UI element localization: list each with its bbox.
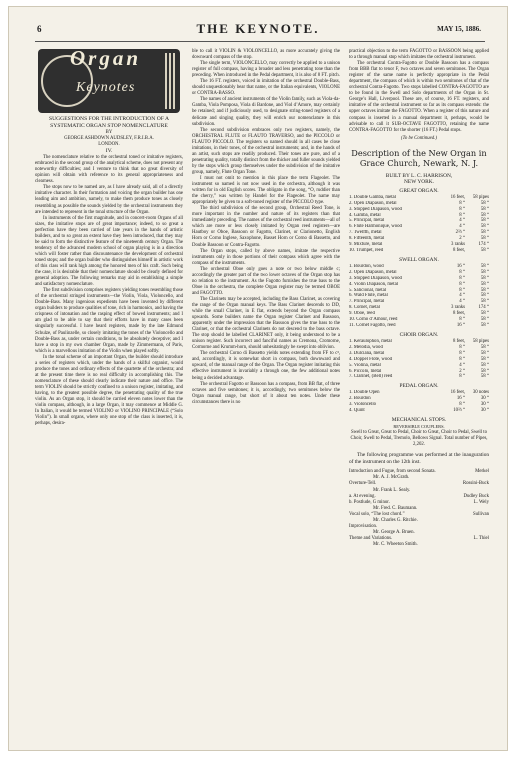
stop-pipes: 58 “ [480, 263, 489, 269]
stop-size: 16 “ [456, 263, 465, 269]
piece-title: Vocal solo, “The lost chord.” [349, 511, 405, 517]
stop-pipes: 58 “ [480, 356, 489, 362]
stop-size: 8 “ [459, 402, 465, 408]
stop-pipes: 58 “ [480, 269, 489, 275]
stop-name: 3. Violoncello [349, 402, 377, 408]
reversible-couplers-heading: REVERSIBLE COUPLERS. [393, 424, 445, 430]
stop-row [349, 374, 489, 380]
stop-size: 8 “ [459, 344, 465, 350]
masthead-title: THE KEYNOTE. [196, 21, 320, 36]
stop-name: 9. Mixture, metal [349, 242, 383, 248]
stop-pipes: 58 “ [480, 248, 489, 253]
stop-pipes: 58 “ [480, 200, 489, 206]
stop-name: 1. Double Open [349, 390, 380, 396]
stop-size: 4 “ [459, 299, 465, 305]
stop-size: 8 “ [459, 287, 465, 293]
stop-size: 8 “ [459, 374, 465, 380]
article-paragraph: The stops now to be named are, as I have already said, all of a directly imitative character. In their formation and voicing the organ builder has one leading aim and ambition, namely, to make them produce tones as closely resembling as possible the sounds yielded by the orchestral instruments they are intended to represent in the tonal structure of the Organ. [35, 185, 183, 215]
stop-size: 3 ranks [451, 242, 465, 248]
article-paragraph: The orchestral Corno di Bassetto yields notes extending from FF to c³, and, accordingly, it is somewhat short in compass, both downward and upward, of the manual range of the Organ. The Organ register imitating this effective instrument is invariably a through one, the few additional notes being a decided advantage. [192, 351, 340, 381]
stop-pipes: 58 “ [480, 311, 489, 317]
stop-size: 2 “ [459, 368, 465, 374]
logo-word-keynotes: Keynotes [76, 80, 136, 95]
stop-name: 2. Open Diapason, metal [349, 269, 397, 275]
stop-name: 2. Melodia, wood [349, 344, 383, 350]
organ-keynotes-logo [38, 46, 180, 113]
piece-title: Introduction and Fugue, from second Sonata. [349, 469, 436, 475]
stop-size: 4 “ [459, 218, 465, 224]
article-paragraph: practical objection to the term FAGOTTO or BASSOON being applied to a through manual stop which imitates the orchestral instrument. [349, 49, 489, 61]
stop-name: 8. Cornet, metal [349, 305, 380, 311]
article-paragraph: The nomenclature relative to the orchestral toned or imitative registers, embraced in the second group of the analytical scheme, does not present any noteworthy difficulties; and I venture to think that no great diversity of opinion will obtain with reference to its general appropriateness and clearness. [35, 155, 183, 185]
stop-size: 2⅔ “ [455, 230, 465, 236]
stop-size: 8 “ [459, 350, 465, 356]
spec-title: Description of the New Organ in Grace Church, Newark, N. J. [351, 147, 487, 168]
page-number: 6 [37, 24, 42, 34]
stop-size: 16 “ [456, 323, 465, 329]
stop-pipes: 58 “ [480, 344, 489, 350]
article-heading-line-2: SYSTEMATIC ORGAN STOP NOMENCLATURE [50, 123, 168, 129]
stop-size: 8 “ [459, 212, 465, 218]
choir-organ-rows [349, 339, 489, 380]
stop-name: 9. Oboe, reed [349, 311, 375, 317]
header-rule [35, 41, 485, 42]
stop-pipes: 58 “ [480, 317, 489, 323]
stop-name: 3. Stopped Diapason, wood [349, 275, 402, 281]
stop-name: 1. Bourdon, wood [349, 263, 384, 269]
great-organ-rows [349, 195, 489, 254]
stop-name: 3. Stopped Diapason, wood [349, 206, 402, 212]
stop-name: 10. Corno d’Amour, reed [349, 317, 398, 323]
performer-name: Mr. Charles G. Ritchie. [373, 517, 418, 523]
stop-name: 10. Trumpet, reed [349, 248, 384, 253]
stop-pipes: 58 “ [480, 350, 489, 356]
performer-name: Mr. Fred. C. Baumann. [373, 505, 418, 511]
piece-title: Improvisation. [349, 524, 378, 530]
stop-name: 5. Principal, metal [349, 218, 385, 224]
stop-pipes: 30 “ [480, 402, 489, 408]
stop-name: 7. Clarinet, (Bell) reed [349, 374, 393, 380]
composer-name: L. Thiel [473, 536, 489, 542]
swell-organ-rows [349, 264, 489, 329]
stop-size: 8 “ [459, 275, 465, 281]
piece-title: a. At evening. [349, 493, 376, 499]
logo-word-organ: Organ [70, 46, 142, 70]
article-paragraph: The names of ancient instruments of the Violin family, such as Viola-da-Gamba, Viola Pomposa, Viola di Bardone, and Viol d’Amore, may certainly be retained; and if judiciously used, to designate string-toned registers of a delicate and singing quality, they will enrich our nomenclature in this subdivision. [192, 97, 340, 127]
programme-item [349, 542, 489, 548]
stop-pipes: 58 “ [480, 206, 489, 212]
article-paragraph: I must not omit to mention in this place the term Flageolet. The instrument so named is not now used in the orchestra, although it was written for in old English scores. The obligato in the song, “O, ruddier than the cherry,” was written by Handel for the Flageolet. The name may appropriately be given to a soft-toned register of the PICCOLO type. [192, 175, 340, 206]
stop-name: 6. Piccolo, metal [349, 368, 382, 374]
stop-size: 10⅔ “ [453, 408, 465, 414]
stop-size: 8 “ [459, 281, 465, 287]
article-paragraph: In the tonal scheme of an important Organ, the builder should introduce a series of registers which, under the hands of a skilful organist, would produce the tones and ordinary effects of the quartette of the orchestra; and at the present time there is no real difficulty in accomplishing this. The nomenclature of these should clearly indicate their nature and office. The term VIOLIN should be strictly confined to a unison register, imitating, and having, to the greatest possible degree, the penetrating quality of the true violin. As an Organ stop, it should be carried eleven notes lower than the violin compass, although, in a large Organ, it may commence at Middle G. In Italian, it would be termed VIOLINO or VIOLINO PRINCIPALE (“Solo Violin”). In small organs, where only one stop of the class is inserted, it is, perhaps, desira- [35, 354, 183, 427]
composer-name: Merkel [475, 469, 489, 475]
stop-size: 16 feet, [450, 390, 465, 396]
stop-pipes: 58 “ [480, 374, 489, 380]
stop-pipes: 30 “ [480, 396, 489, 402]
stop-name: 5. Salicional, metal [349, 287, 387, 293]
stop-name: 1. Keraulophon, metal [349, 338, 392, 344]
article-paragraph: The third subdivision of the second group, Orchestral Reed Tone, is more important in the number and nature of its registers than that immediately preceding. The names of the orchestral reed instruments—all of which are more or less closely imitated by Organ reed registers—are Hautboy or Oboe, Bassoon or Fagotto, Clarinet, or Clarionetto, English Horn or Corno Inglese, Saxophone, Basset Horn or Corno di Bassetto, and Double Bassoon or Contra-Fagotto. [192, 206, 340, 248]
stop-list [349, 188, 489, 448]
stop-name: 4. Quint [349, 408, 365, 414]
stop-name: 4. Violin Diapason, metal [349, 281, 399, 287]
stop-row [349, 323, 489, 329]
stop-name: 11. Cornet Fagotto, reed [349, 323, 396, 329]
stop-name: 6. Wald Flute, metal [349, 293, 388, 299]
performer-name: Mr. Frank L. Sealy. [373, 487, 411, 493]
stop-size: 8 “ [459, 356, 465, 362]
pedal-organ-rows [349, 390, 489, 414]
stop-name: 2. Bourdon [349, 396, 371, 402]
column-2 [192, 49, 340, 406]
column-1 [35, 46, 183, 427]
stop-name: 4. Doppel Flote, wood [349, 356, 393, 362]
article-heading-line-1: SUGGESTIONS FOR THE INTRODUCTION OF A [48, 116, 169, 122]
stop-pipes: 58 pipes [472, 338, 489, 344]
article-paragraph: The 16 FT. registers, voiced in imitation of the orchestral Double-Bass, should unquestionably bear that name, or the Italian equivalents, VIOLONE or CONTRA-BASSO. [192, 79, 340, 97]
composer-name: Sullivan [473, 511, 489, 517]
article-paragraph: ble to call it VIOLIN & VIOLONCELLO, as more accurately giving the downward compass of the stop. [192, 49, 340, 61]
mechanical-stops-heading: MECHANICAL STOPS. [391, 416, 447, 423]
programme-list [349, 469, 489, 548]
stop-size: 8 “ [459, 317, 465, 323]
stop-pipes: 58 “ [480, 323, 489, 329]
builder-line: BUILT BY L. C. HARRISON, [385, 172, 453, 179]
performer-name: Mr. A. J. McGrath. [373, 475, 410, 481]
stop-pipes: 58 “ [480, 212, 489, 218]
composer-name: L. Wely [473, 499, 489, 505]
stop-pipes: 58 pipes [472, 194, 489, 200]
stop-size: 8 “ [459, 206, 465, 212]
choir-organ-heading: CHOIR ORGAN. [399, 331, 439, 338]
stop-pipes: 58 “ [480, 236, 489, 242]
article-author: GEORGE ASHDOWN AUDSLEY, F.R.I.B.A. [64, 136, 154, 142]
issue-date: MAY 15, 1886. [437, 25, 481, 33]
article-place: LONDON. [98, 142, 120, 148]
piece-title: Theme and Variations. [349, 536, 393, 542]
stop-pipes: 58 “ [480, 281, 489, 287]
stop-size: 3 ranks [451, 305, 465, 311]
pedal-organ-heading: PEDAL ORGAN. [399, 383, 439, 390]
article-part: IV. [105, 148, 113, 155]
stop-pipes: 174 “ [478, 305, 489, 311]
article-paragraph: The orchestral Contra-Fagotto or Double Bassoon has a compass from BBB flat to tenor F, two octaves and seven semitones. The Organ register of the same name is perfectly appropriate in the Pedal department, the compass of which is within two semitones of that of the orchestral Contra-Fagotto. Two stops labelled CONTRA-FAGOTTO are to be found in the Swell and Solo departments of the Organ in St. George’s Hall, Liverpool. These are, of course, 16 FT. registers, and imitative of the orchestral instrument so far as its compass extends: the upper octaves imitate the FAGOTTO. When a register of this nature and compass is inserted in a manual department it, perhaps, would be advisable to call it SUB-OCTAVE FAGOTTO, retaining the name CONTRA-FAGOTTO for the shorter (16 FT.) Pedal stops. [349, 61, 489, 133]
stop-name: 7. Twelfth, metal [349, 230, 382, 236]
stop-name: 5. Violina, metal [349, 362, 381, 368]
stop-pipes: 58 “ [480, 362, 489, 368]
stop-size: 4 “ [459, 224, 465, 230]
stop-size: 16 “ [456, 396, 465, 402]
stop-name: 8. Fifteenth, metal [349, 236, 385, 242]
organ-pipes-ornament [165, 53, 177, 109]
stop-pipes: 58 “ [480, 275, 489, 281]
article-paragraph: The orchestral Fagotto or Bassoon has a compass, from BB flat, of three octaves and five semitones; it is, accordingly, two semitones below the Organ manual range, but short of it about ten notes. Under these circumstances there is no [192, 381, 340, 405]
performer-name: Mr. George A. Bruen. [373, 530, 415, 536]
stop-name: 4. Gamba, metal [349, 212, 381, 218]
stop-pipes: 58 “ [480, 230, 489, 236]
stop-size: 16 feet, [450, 194, 465, 200]
stop-name: 3. Dulciana, metal [349, 350, 385, 356]
stop-pipes: 58 “ [480, 287, 489, 293]
stop-size: 4 “ [459, 293, 465, 299]
stop-size: 4 “ [459, 362, 465, 368]
stop-name: 2. Open Diapason, metal [349, 200, 397, 206]
stop-pipes: 58 “ [480, 368, 489, 374]
column-3 [349, 49, 489, 548]
article-paragraph: The orchestral Oboe only goes a note or two below middle c; accordingly the greater part of the two lower octaves of the Organ stop has no relation to the instrument. As the Fagotto furnishes the true bass to the Oboe in the orchestra, the complete Organ register may be termed OBOE and FAGOTTO. [192, 266, 340, 296]
stop-pipes: 30 “ [480, 408, 489, 414]
article-paragraph: The Clarinets may be accepted, including the Bass Clarinet, as covering the range of the Organ manual keys. The Bass Clarinet descends to DD, while the small Clarinet, in E flat, extends beyond the Organ compass upwards. Some builders name the Organ register Clarinet and Bassoon, apparently under the impression that the Bassoon gives the true bass to the Clarinet, or that the orchestral Clarinets do not descend to the bass octave. The stop should be labelled CLARINET only, it being understood to be a unison register. Such incorrect and fanciful names as Cremona, Cromorne, Cormorne and Krumm-horn, should unhesitatingly be swept into oblivion. [192, 296, 340, 351]
stop-size: 8 feet, [453, 248, 465, 253]
couplers-text: Swell to Great, Great to Pedal, Choir to Great, Choir to Pedal, Swell to Choir, Swell to Pedal, Tremolo, Bellows Signal. Total number of Pipes, 2,202. [350, 430, 488, 448]
programme-intro: The following programme was performed at the inauguration of the instrument on the 12th inst. [349, 452, 489, 465]
piece-title: b. Postlude, G minor. [349, 499, 390, 505]
newspaper-page [8, 6, 508, 751]
piece-title: Overture-Tell. [349, 481, 377, 487]
stop-pipes: 58 “ [480, 293, 489, 299]
great-organ-heading: GREAT ORGAN. [399, 187, 439, 194]
article-paragraph: The second subdivision embraces only two registers, namely, the ORCHESTRAL FLUTE or FLAUTO TRAVERSO, and the PICCOLO or FLAUTO PICCOLO. The registers so named should in all cases be close imitations, in their tones, of the orchestral instruments; and, in the hands of an artist, such stops are readily produced. Their tones are pure, and of a penetrating quality, totally distinct from the thicker and fuller sounds yielded by the stops which group themselves under the subdivision of the imitative group, namely, Flute Organ Tone. [192, 127, 340, 175]
swell-organ-heading: SWELL ORGAN. [399, 256, 439, 263]
composer-name: Dudley Buck [463, 493, 489, 499]
stop-pipes: 30 notes [472, 390, 489, 396]
performer-name: Mr. C. Wheeton Smith. [373, 542, 418, 548]
article-byline: BY [105, 130, 113, 135]
stop-size: 8 “ [459, 200, 465, 206]
stop-row [349, 248, 489, 254]
to-be-continued: (To be Continued.) [401, 135, 437, 141]
stop-size: 8 feet, [453, 311, 465, 317]
article-paragraph: In instruments of the first magnitude, and in concert-room Organs of all sizes, the imitative stops are of great importance; indeed, to so great a perfection have they been carried of late years in the hands of artistic builders, and to so great an extent have they been introduced, that they may be said to form the distinctive feature of the nineteenth century Organ. The tendency of the advanced modern school of organ playing is in a direction which will foster rather than discountenance the development of orchestral toned stops; and the organ builder who distinguishes himself in artistic work of this class will rank high among the honored men of his craft. Such being the case, it is desirable that their nomenclature should be clearly defined for general adoption. The following remarks may aid in establishing a simple and satisfactory nomenclature. [35, 215, 183, 288]
stop-row [349, 408, 489, 414]
stop-size: 2 “ [459, 236, 465, 242]
article-paragraph: The first subdivision comprises registers yielding tones resembling those of the orchestral stringed instruments—the Violin, Viola, Violoncello, and Double-Bass. Many ingenious expedients have been invented by different organ builders to produce qualities of tone, rich in harmonics, and having the crispness of intonation and the rasping effect of bowed instruments; and I am glad to be able to say that their efforts have in many cases been singularly successful. I have heard registers, made by the late Edmund Schulze, of Paulinzelle, so closely imitating the tones of the Violoncello and Double-Bass as, under certain conditions, to be absolutely deceptive; and I have a stop in my own chamber Organ, made by Zimmermann, of Paris, which is a marvellous imitation of the Violin when played softly. [35, 288, 183, 354]
composer-name: Rossini-Buck [462, 481, 489, 487]
stop-pipes: 58 “ [480, 224, 489, 230]
article-paragraph: The single term, VIOLONCELLO, may correctly be applied to a unison register of full compass, having a broader and less penetrating tone than the preceding. When introduced in the Pedal department, it is also of 8 FT. pitch. [192, 61, 340, 79]
stop-size: 8 feet, [453, 338, 465, 344]
stop-pipes: 58 “ [480, 218, 489, 224]
stop-size: 8 “ [459, 269, 465, 275]
stop-name: 1. Double Gamba, metal [349, 194, 397, 200]
article-paragraph: The Organ stops, called by above names, imitate the respective instruments only in those portions of their compass which agree with the compass of the instruments. [192, 248, 340, 266]
stop-pipes: 58 “ [480, 299, 489, 305]
stop-pipes: 174 “ [478, 242, 489, 248]
stop-name: 6. Flute Harmonique, wood [349, 224, 402, 230]
builder-location: NEW YORK. [404, 178, 434, 185]
stop-name: 7. Principal, metal [349, 299, 385, 305]
